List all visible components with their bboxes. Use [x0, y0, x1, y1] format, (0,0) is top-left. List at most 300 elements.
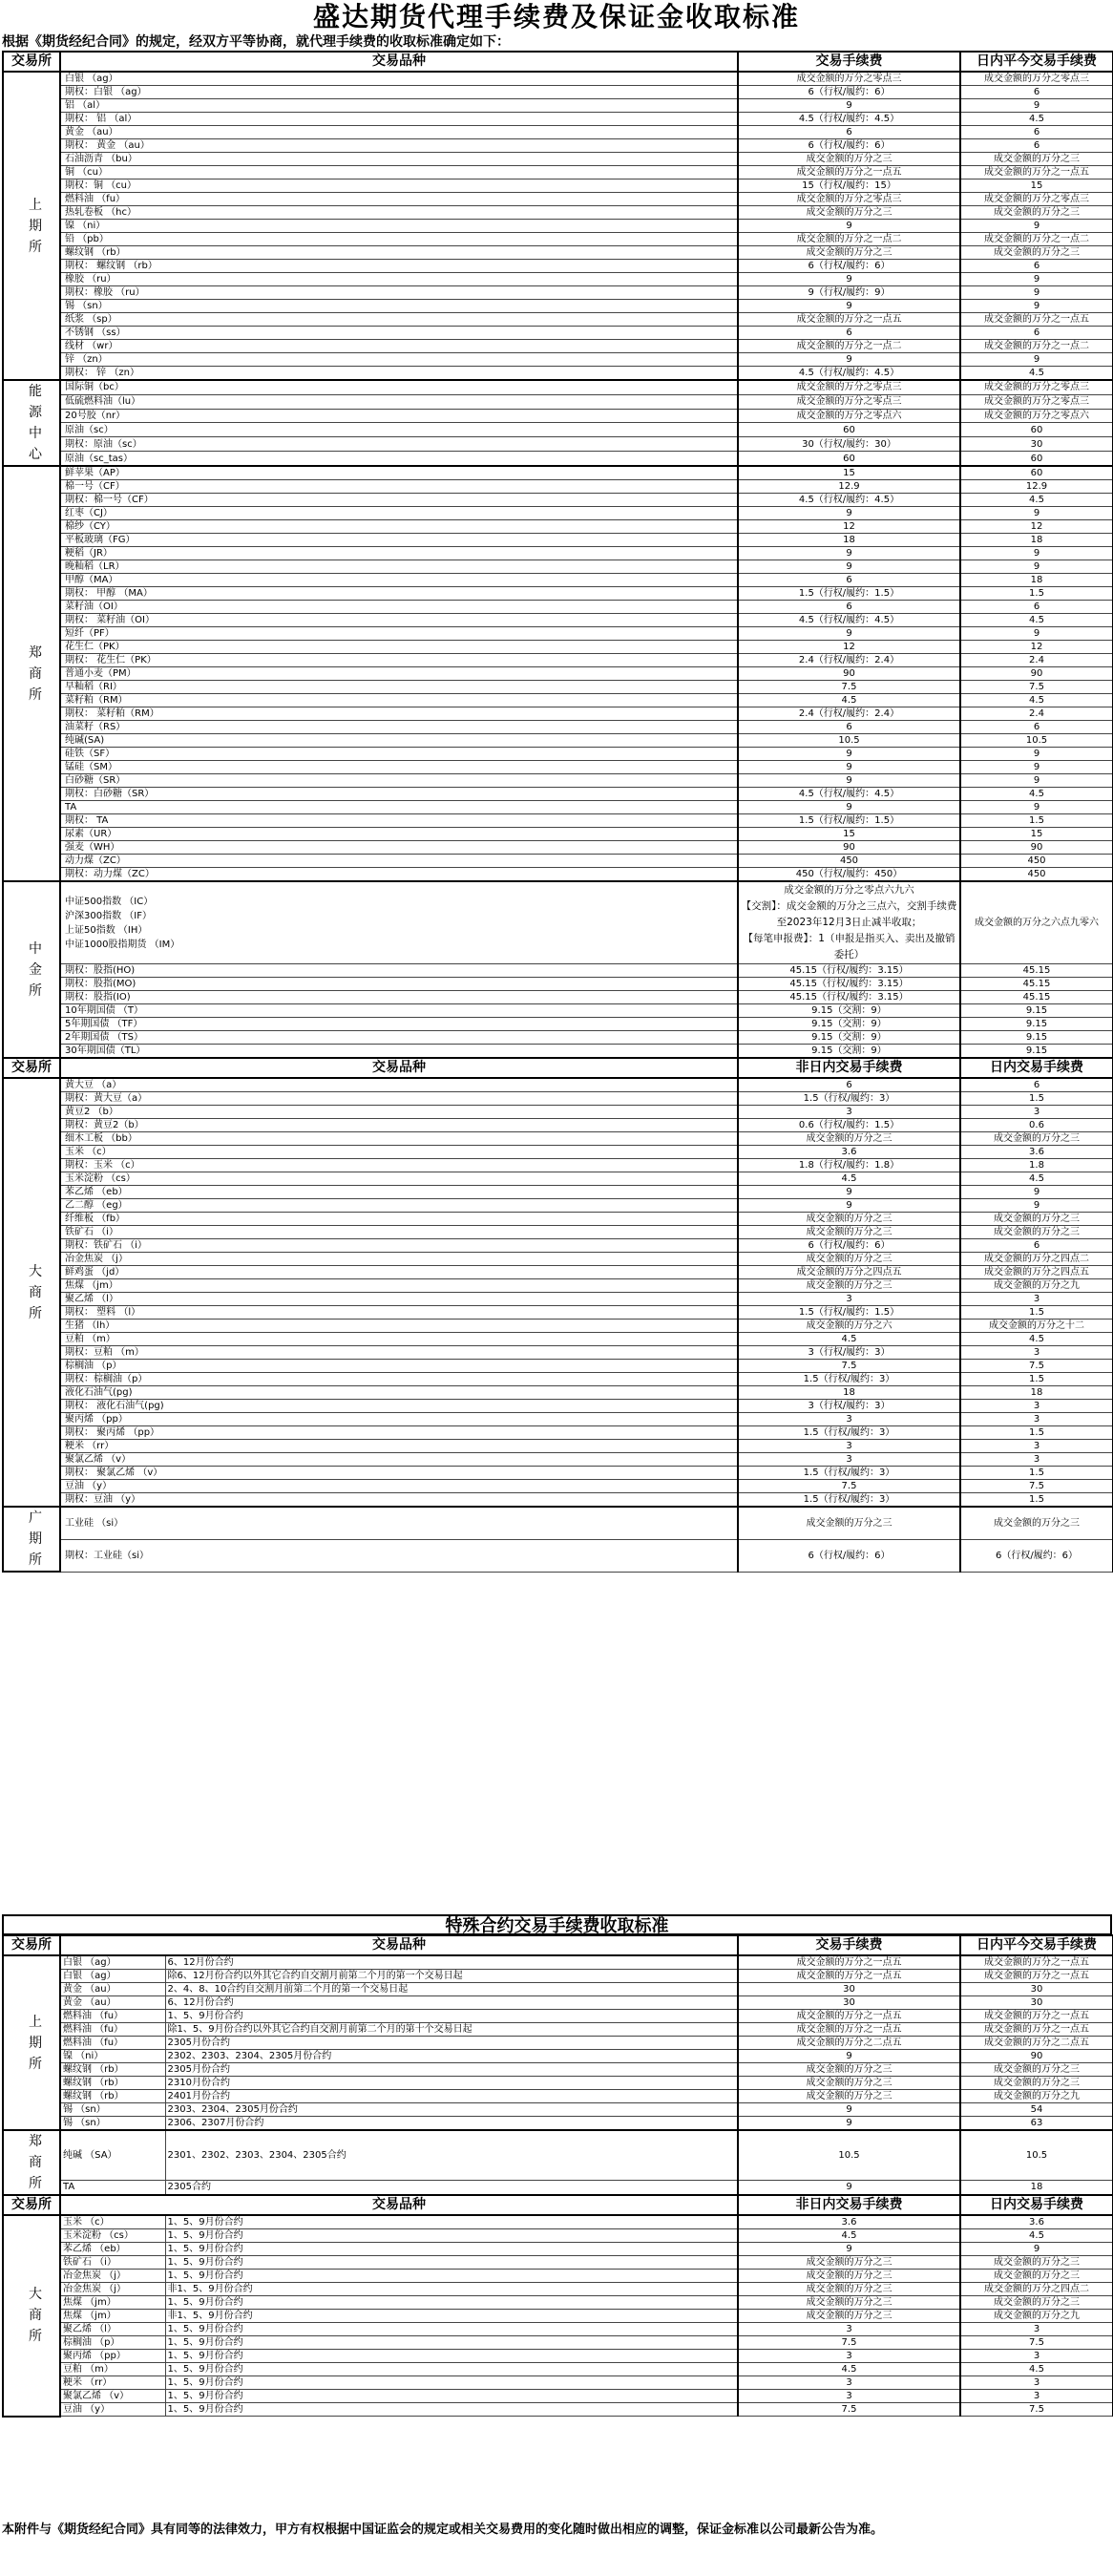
fee-cell: 18: [738, 534, 960, 547]
product-row: [3, 721, 1113, 734]
intraday-fee-cell: 9: [960, 1186, 1113, 1199]
intraday-fee-cell: 9: [960, 774, 1113, 788]
intraday-fee-cell: 6: [960, 721, 1113, 734]
fee-cell: 成交金额的万分之零点三: [738, 193, 960, 206]
special-contract-row: [3, 2390, 1113, 2403]
special-contract-row: [3, 2256, 1113, 2270]
fee-cell: 60: [738, 423, 960, 437]
product-name: 液化石油气(pg): [60, 1386, 738, 1400]
exchange-name: 郑商所: [3, 466, 60, 881]
intraday-fee-cell: 9: [960, 220, 1113, 233]
fee-cell: 2.4（行权/履约：2.4）: [738, 654, 960, 667]
intraday-fee-cell: 成交金额的万分之三: [960, 2077, 1113, 2090]
exchange-name: 广期所: [3, 1507, 60, 1572]
fee-cell: 4.5: [738, 2363, 960, 2376]
product-row: [3, 423, 1113, 437]
product-name: 镍 （ni）: [60, 220, 738, 233]
product-name: 期权：工业硅（si）: [60, 1539, 738, 1572]
fee-cell: 7.5: [738, 681, 960, 694]
product-name: 豆油 （y）: [60, 1480, 738, 1493]
contract-scope: 1、5、9月份合约: [165, 2376, 738, 2390]
contract-scope: 1、5、9月份合约: [165, 2256, 738, 2270]
contract-scope: 1、5、9月份合约: [165, 2390, 738, 2403]
intraday-fee-cell: 6: [960, 126, 1113, 139]
product-row: [3, 1106, 1113, 1119]
fee-cell: 成交金额的万分之三: [738, 1132, 960, 1146]
intraday-fee-cell: 15: [960, 179, 1113, 193]
product-row: [3, 260, 1113, 273]
intraday-fee-cell: 1.5: [960, 1493, 1113, 1508]
header-exchange: 交易所: [3, 2195, 60, 2215]
product-row: [3, 166, 1113, 179]
fee-cell: 成交金额的万分之四点五: [738, 1266, 960, 1279]
intraday-fee-cell: 成交金额的万分之一点二: [960, 233, 1113, 246]
product-name: 冶金焦炭 （j）: [60, 2270, 165, 2283]
intraday-fee-cell: 4.5: [960, 2363, 1113, 2376]
product-name: 粳米 （rr）: [60, 1440, 738, 1453]
product-row: [3, 1092, 1113, 1106]
intraday-fee-cell: 7.5: [960, 2403, 1113, 2417]
product-name: TA: [60, 801, 738, 814]
product-row: [3, 761, 1113, 774]
fee-cell: 6（行权/履约：6）: [738, 1239, 960, 1253]
intraday-fee-cell: 成交金额的万分之六点九零六: [960, 881, 1113, 964]
product-name: 粳稻（JR）: [60, 547, 738, 560]
product-name: 黄金 （au）: [60, 1996, 165, 2010]
product-name: 白砂糖（SR）: [60, 774, 738, 788]
header-intraday-fee: 日内交易手续费: [960, 2195, 1113, 2215]
product-row: [3, 1320, 1113, 1333]
product-row: [3, 601, 1113, 614]
intraday-fee-cell: 18: [960, 574, 1113, 587]
fee-cell: 6（行权/履约：6）: [738, 86, 960, 99]
product-name: 棉纱（CY）: [60, 520, 738, 534]
product-name: 锌 （zn）: [60, 353, 738, 367]
product-row: [3, 1480, 1113, 1493]
product-name: 期权： 菜籽粕（RM）: [60, 707, 738, 721]
product-name: 豆油 （y）: [60, 2403, 165, 2417]
product-row: [3, 1266, 1113, 1279]
intraday-fee-cell: 成交金额的万分之三: [960, 153, 1113, 166]
intraday-fee-cell: 9: [960, 560, 1113, 574]
intraday-fee-cell: 成交金额的万分之四点二: [960, 1253, 1113, 1266]
product-name: 玉米淀粉 （cs）: [60, 2229, 165, 2243]
special-contract-row: [3, 2270, 1113, 2283]
product-row: [3, 113, 1113, 126]
product-name: 锡 （sn）: [60, 2103, 165, 2117]
contract-scope: 2305月份合约: [165, 2063, 738, 2077]
product-name: 期权：铁矿石 （i）: [60, 1239, 738, 1253]
fee-cell: 成交金额的万分之二点五: [738, 2037, 960, 2050]
fee-cell: 3: [738, 2323, 960, 2336]
product-row: [3, 654, 1113, 667]
fee-cell: 18: [738, 1386, 960, 1400]
fee-cell: 2.4（行权/履约：2.4）: [738, 707, 960, 721]
fee-cell: 10.5: [738, 2130, 960, 2180]
contract-scope: 1、5、9月份合约: [165, 2323, 738, 2336]
product-row: [3, 734, 1113, 748]
product-name: 燃料油 （fu）: [60, 193, 738, 206]
intraday-fee-cell: 成交金额的万分之三: [960, 2063, 1113, 2077]
product-row: [3, 273, 1113, 286]
product-name: 短纤（PF）: [60, 627, 738, 641]
product-name: 10年期国债 （T）: [60, 1004, 738, 1018]
intraday-fee-cell: 9: [960, 353, 1113, 367]
intraday-fee-cell: 6: [960, 601, 1113, 614]
special-contract-row: [3, 1983, 1113, 1996]
fee-cell: 9（行权/履约：9）: [738, 286, 960, 300]
intraday-fee-cell: 9: [960, 547, 1113, 560]
intraday-fee-cell: 6: [960, 86, 1113, 99]
product-name: 期权： 甲醇 （MA）: [60, 587, 738, 601]
product-row: [3, 520, 1113, 534]
intraday-fee-cell: 18: [960, 1386, 1113, 1400]
fee-cell: 15: [738, 466, 960, 480]
fee-cell: 成交金额的万分之一点五: [738, 166, 960, 179]
intraday-fee-cell: 3: [960, 1346, 1113, 1360]
product-name: 油菜籽（RS）: [60, 721, 738, 734]
fee-cell: 6（行权/履约：6）: [738, 139, 960, 153]
product-name-group: [60, 881, 738, 964]
product-name: 锡 （sn）: [60, 2117, 165, 2131]
header-intraday-fee: 日内交易手续费: [960, 1058, 1113, 1078]
product-row: [3, 409, 1113, 423]
fee-cell: 9: [738, 2103, 960, 2117]
intraday-fee-cell: 3: [960, 2376, 1113, 2390]
intraday-fee-cell: 成交金额的万分之一点五: [960, 1955, 1113, 1970]
fee-cell: 30: [738, 1996, 960, 2010]
contract-scope: 6、12月份合约: [165, 1955, 738, 1970]
product-name: 铜 （cu）: [60, 166, 738, 179]
intraday-fee-cell: 9.15: [960, 1018, 1113, 1031]
intraday-fee-cell: 12.9: [960, 480, 1113, 494]
product-name: 期权： 菜籽油（OI）: [60, 614, 738, 627]
product-name: 螺纹钢 （rb）: [60, 2090, 165, 2103]
contract-scope: 1、5、9月份合约: [165, 2296, 738, 2310]
fee-cell: 12: [738, 641, 960, 654]
product-name: 聚氯乙烯 （v）: [60, 1453, 738, 1467]
fee-cell: 成交金额的万分之三: [738, 246, 960, 260]
table-header-row: [3, 1058, 1113, 1078]
product-name: 期权：铜 （cu）: [60, 179, 738, 193]
intraday-fee-cell: 54: [960, 2103, 1113, 2117]
product-name: 期权：橡胶 （ru）: [60, 286, 738, 300]
fee-cell: 7.5: [738, 1360, 960, 1373]
product-row: [3, 1493, 1113, 1508]
intraday-fee-cell: 成交金额的万分之三: [960, 1213, 1113, 1226]
product-name: 期权： 铝 （al）: [60, 113, 738, 126]
fee-cell: 成交金额的万分之一点二: [738, 340, 960, 353]
product-name: 螺纹钢 （rb）: [60, 246, 738, 260]
product-row: [3, 828, 1113, 841]
fee-cell: 3.6: [738, 2215, 960, 2229]
table-header-row: [3, 2195, 1113, 2215]
intraday-fee-cell: 6: [960, 327, 1113, 340]
product-name: 锡 （sn）: [60, 300, 738, 313]
fee-cell: 成交金额的万分之三: [738, 153, 960, 166]
fee-cell: 4.5: [738, 1172, 960, 1186]
product-row: [3, 1004, 1113, 1018]
product-name: 期权： 螺纹钢 （rb）: [60, 260, 738, 273]
intraday-fee-cell: 4.5: [960, 694, 1113, 707]
product-name: 普通小麦（PM）: [60, 667, 738, 681]
product-name: 期权：白砂糖（SR）: [60, 788, 738, 801]
product-name: 黄金 （au）: [60, 1983, 165, 1996]
intraday-fee-cell: 9.15: [960, 1031, 1113, 1045]
special-contract-row: [3, 2296, 1113, 2310]
contract-scope: 2301、2302、2303、2304、2305合约: [165, 2130, 738, 2180]
product-name: 螺纹钢 （rb）: [60, 2077, 165, 2090]
intraday-fee-cell: 15: [960, 828, 1113, 841]
fee-cell: 30: [738, 1983, 960, 1996]
product-name: 期权：黄豆2（b）: [60, 1119, 738, 1132]
fee-cell: 7.5: [738, 1480, 960, 1493]
product-row: [3, 1172, 1113, 1186]
product-row: [3, 1253, 1113, 1266]
special-section-title: 特殊合约交易手续费收取标准: [2, 1914, 1112, 1935]
product-name: 铝 （al）: [60, 99, 738, 113]
intraday-fee-cell: 1.5: [960, 814, 1113, 828]
product-row: [3, 1226, 1113, 1239]
product-name: 镍 （ni）: [60, 2050, 165, 2063]
exchange-name: 中金所: [3, 881, 60, 1058]
product-name: 黄金 （au）: [60, 126, 738, 139]
product-row: [3, 667, 1113, 681]
product-name: 线材 （wr）: [60, 340, 738, 353]
product-name: 棕榈油 （p）: [60, 2336, 165, 2350]
product-name: 期权： TA: [60, 814, 738, 828]
product-name: 焦煤 （jm）: [60, 1279, 738, 1293]
product-name: 菜籽粕（RM）: [60, 694, 738, 707]
product-name: 螺纹钢 （rb）: [60, 2063, 165, 2077]
header-product: 交易品种: [60, 1935, 738, 1955]
fee-cell: 成交金额的万分之零点三: [738, 72, 960, 86]
fee-cell: 90: [738, 667, 960, 681]
product-row: [3, 1453, 1113, 1467]
intraday-fee-cell: 成交金额的万分之零点三: [960, 380, 1113, 394]
product-row: [3, 1078, 1113, 1092]
intraday-fee-cell: 9: [960, 801, 1113, 814]
fee-cell: 4.5（行权/履约：4.5）: [738, 788, 960, 801]
fee-cell: 45.15（行权/履约：3.15）: [738, 991, 960, 1004]
intraday-fee-cell: 成交金额的万分之零点三: [960, 394, 1113, 409]
product-row: [3, 964, 1113, 978]
product-name: 国际铜（bc）: [60, 380, 738, 394]
product-row: [3, 1426, 1113, 1440]
intraday-fee-cell: 成交金额的万分之零点三: [960, 72, 1113, 86]
fee-cell: 9: [738, 220, 960, 233]
special-contract-row: [3, 2336, 1113, 2350]
fee-cell: 成交金额的万分之三: [738, 1507, 960, 1539]
intraday-fee-cell: 4.5: [960, 367, 1113, 381]
product-name: 期权： 聚丙烯 （pp）: [60, 1426, 738, 1440]
header-product: 交易品种: [60, 2195, 738, 2215]
fee-cell: 450: [738, 855, 960, 868]
product-row: [3, 868, 1113, 882]
product-name: 期权： 花生仁（PK）: [60, 654, 738, 667]
special-contract-row: [3, 2037, 1113, 2050]
intraday-fee-cell: 3: [960, 1293, 1113, 1306]
product-row: [3, 394, 1113, 409]
fee-cell: 9: [738, 273, 960, 286]
product-row: [3, 881, 1113, 964]
special-contract-row: [3, 2229, 1113, 2243]
product-name: 燃料油 （fu）: [60, 2010, 165, 2023]
intraday-fee-cell: 成交金额的万分之三: [960, 1507, 1113, 1539]
fee-cell: 3: [738, 2350, 960, 2363]
intraday-fee-cell: 3.6: [960, 1146, 1113, 1159]
intraday-fee-cell: 4.5: [960, 1172, 1113, 1186]
intraday-fee-cell: 3: [960, 2390, 1113, 2403]
product-row: [3, 841, 1113, 855]
fee-cell: 60: [738, 452, 960, 466]
intraday-fee-cell: 成交金额的万分之三: [960, 2256, 1113, 2270]
intraday-fee-cell: 9: [960, 286, 1113, 300]
product-row: [3, 193, 1113, 206]
intraday-fee-cell: 12: [960, 520, 1113, 534]
product-row: [3, 560, 1113, 574]
intraday-fee-cell: 9: [960, 627, 1113, 641]
special-contract-row: [3, 1970, 1113, 1983]
product-row: [3, 574, 1113, 587]
intraday-fee-cell: 成交金额的万分之四点五: [960, 1266, 1113, 1279]
product-row: [3, 380, 1113, 394]
special-contract-row: [3, 2023, 1113, 2037]
intraday-fee-cell: 9.15: [960, 1004, 1113, 1018]
product-row: [3, 452, 1113, 466]
intraday-fee-cell: 0.6: [960, 1119, 1113, 1132]
product-name: 焦煤 （jm）: [60, 2310, 165, 2323]
intraday-fee-cell: 10.5: [960, 2130, 1113, 2180]
contract-scope: 非1、5、9月份合约: [165, 2283, 738, 2296]
fee-cell: 成交金额的万分之三: [738, 2310, 960, 2323]
product-name: 上证50指数 （IH）: [65, 924, 148, 936]
product-row: [3, 1413, 1113, 1426]
contract-scope: 2310月份合约: [165, 2077, 738, 2090]
table-header-row: [3, 52, 1113, 72]
special-contract-row: [3, 2117, 1113, 2131]
special-contract-row: [3, 2363, 1113, 2376]
intraday-fee-cell: 90: [960, 667, 1113, 681]
contract-scope: 除6、12月份合约以外其它合约自交割月前第二个月的第一个交易日起: [165, 1970, 738, 1983]
special-contract-row: [3, 2130, 1113, 2180]
product-name: 花生仁（PK）: [60, 641, 738, 654]
product-row: [3, 1186, 1113, 1199]
product-row: [3, 1159, 1113, 1172]
exchange-name: 大商所: [3, 2215, 60, 2417]
intraday-fee-cell: 3: [960, 1440, 1113, 1453]
product-name: 沪深300指数 （IF）: [65, 910, 152, 921]
fee-cell: 3: [738, 2376, 960, 2390]
product-name: 苯乙烯 （eb）: [60, 2243, 165, 2256]
product-row: [3, 1467, 1113, 1480]
product-row: [3, 1239, 1113, 1253]
intraday-fee-cell: 成交金额的万分之一点五: [960, 1970, 1113, 1983]
intraday-fee-cell: 1.5: [960, 1306, 1113, 1320]
fee-cell: 3: [738, 1440, 960, 1453]
fee-cell: 9: [738, 2117, 960, 2131]
intraday-fee-cell: 18: [960, 2180, 1113, 2195]
product-row: [3, 246, 1113, 260]
product-row: [3, 466, 1113, 480]
header-intraday-fee: 日内平今交易手续费: [960, 1935, 1113, 1955]
product-row: [3, 1373, 1113, 1386]
intraday-fee-cell: 成交金额的万分之三: [960, 2296, 1113, 2310]
intraday-fee-cell: 成交金额的万分之三: [960, 246, 1113, 260]
special-fee-table: [2, 1934, 1113, 2418]
fee-cell: 9: [738, 801, 960, 814]
product-name: 期权： 黄金 （au）: [60, 139, 738, 153]
fee-cell: 成交金额的万分之一点五: [738, 2010, 960, 2023]
fee-cell: 12: [738, 520, 960, 534]
product-row: [3, 978, 1113, 991]
product-name: 鲜鸡蛋 （jd）: [60, 1266, 738, 1279]
fee-cell: 成交金额的万分之三: [738, 2063, 960, 2077]
fee-cell: 9.15（交割：9）: [738, 1031, 960, 1045]
fee-cell: 6: [738, 126, 960, 139]
fee-cell: 4.5（行权/履约：4.5）: [738, 614, 960, 627]
product-row: [3, 99, 1113, 113]
intraday-fee-cell: 45.15: [960, 964, 1113, 978]
product-name: 早籼稻（RI）: [60, 681, 738, 694]
product-row: [3, 1360, 1113, 1373]
fee-cell: 4.5（行权/履约：4.5）: [738, 113, 960, 126]
intraday-fee-cell: 90: [960, 841, 1113, 855]
product-name: 期权： 液化石油气(pg): [60, 1400, 738, 1413]
fee-cell: 4.5: [738, 2229, 960, 2243]
product-name: 热轧卷板 （hc）: [60, 206, 738, 220]
intraday-fee-cell: 45.15: [960, 978, 1113, 991]
header-exchange: 交易所: [3, 1935, 60, 1955]
product-row: [3, 1440, 1113, 1453]
product-name: 期权：黄大豆（a）: [60, 1092, 738, 1106]
intraday-fee-cell: 成交金额的万分之四点二: [960, 2283, 1113, 2296]
product-name: 期权：豆粕 （m）: [60, 1346, 738, 1360]
intraday-fee-cell: 450: [960, 855, 1113, 868]
special-contract-row: [3, 2103, 1113, 2117]
intraday-fee-cell: 3: [960, 1413, 1113, 1426]
product-row: [3, 547, 1113, 560]
product-name: 期权：股指(HO): [60, 964, 738, 978]
product-name: 聚丙烯 （pp）: [60, 2350, 165, 2363]
page-title: 盛达期货代理手续费及保证金收取标准: [312, 1, 800, 32]
product-name: 铁矿石 （i）: [60, 2256, 165, 2270]
product-name: 乙二醇 （eg）: [60, 1199, 738, 1213]
product-name: 硅铁（SF）: [60, 748, 738, 761]
contract-scope: 2303、2304、2305月份合约: [165, 2103, 738, 2117]
intraday-fee-cell: 4.5: [960, 113, 1113, 126]
product-row: [3, 1031, 1113, 1045]
fee-cell: 成交金额的万分之零点三: [738, 380, 960, 394]
product-row: [3, 788, 1113, 801]
product-row: [3, 1333, 1113, 1346]
fee-cell: 1.5（行权/履约：1.5）: [738, 587, 960, 601]
intraday-fee-cell: 60: [960, 452, 1113, 466]
fee-cell: 成交金额的万分之三: [738, 206, 960, 220]
product-row: [3, 748, 1113, 761]
product-row: [3, 1146, 1113, 1159]
fee-cell: 成交金额的万分之三: [738, 2256, 960, 2270]
fee-cell: 15: [738, 828, 960, 841]
product-name: 低硫燃料油（lu）: [60, 394, 738, 409]
fee-cell: 90: [738, 841, 960, 855]
fee-cell: 9: [738, 1186, 960, 1199]
intraday-fee-cell: 成交金额的万分之一点五: [960, 166, 1113, 179]
fee-cell: 成交金额的万分之六: [738, 1320, 960, 1333]
intraday-fee-cell: 成交金额的万分之三: [960, 2270, 1113, 2283]
product-name: 白银 （ag）: [60, 72, 738, 86]
product-row: [3, 313, 1113, 327]
